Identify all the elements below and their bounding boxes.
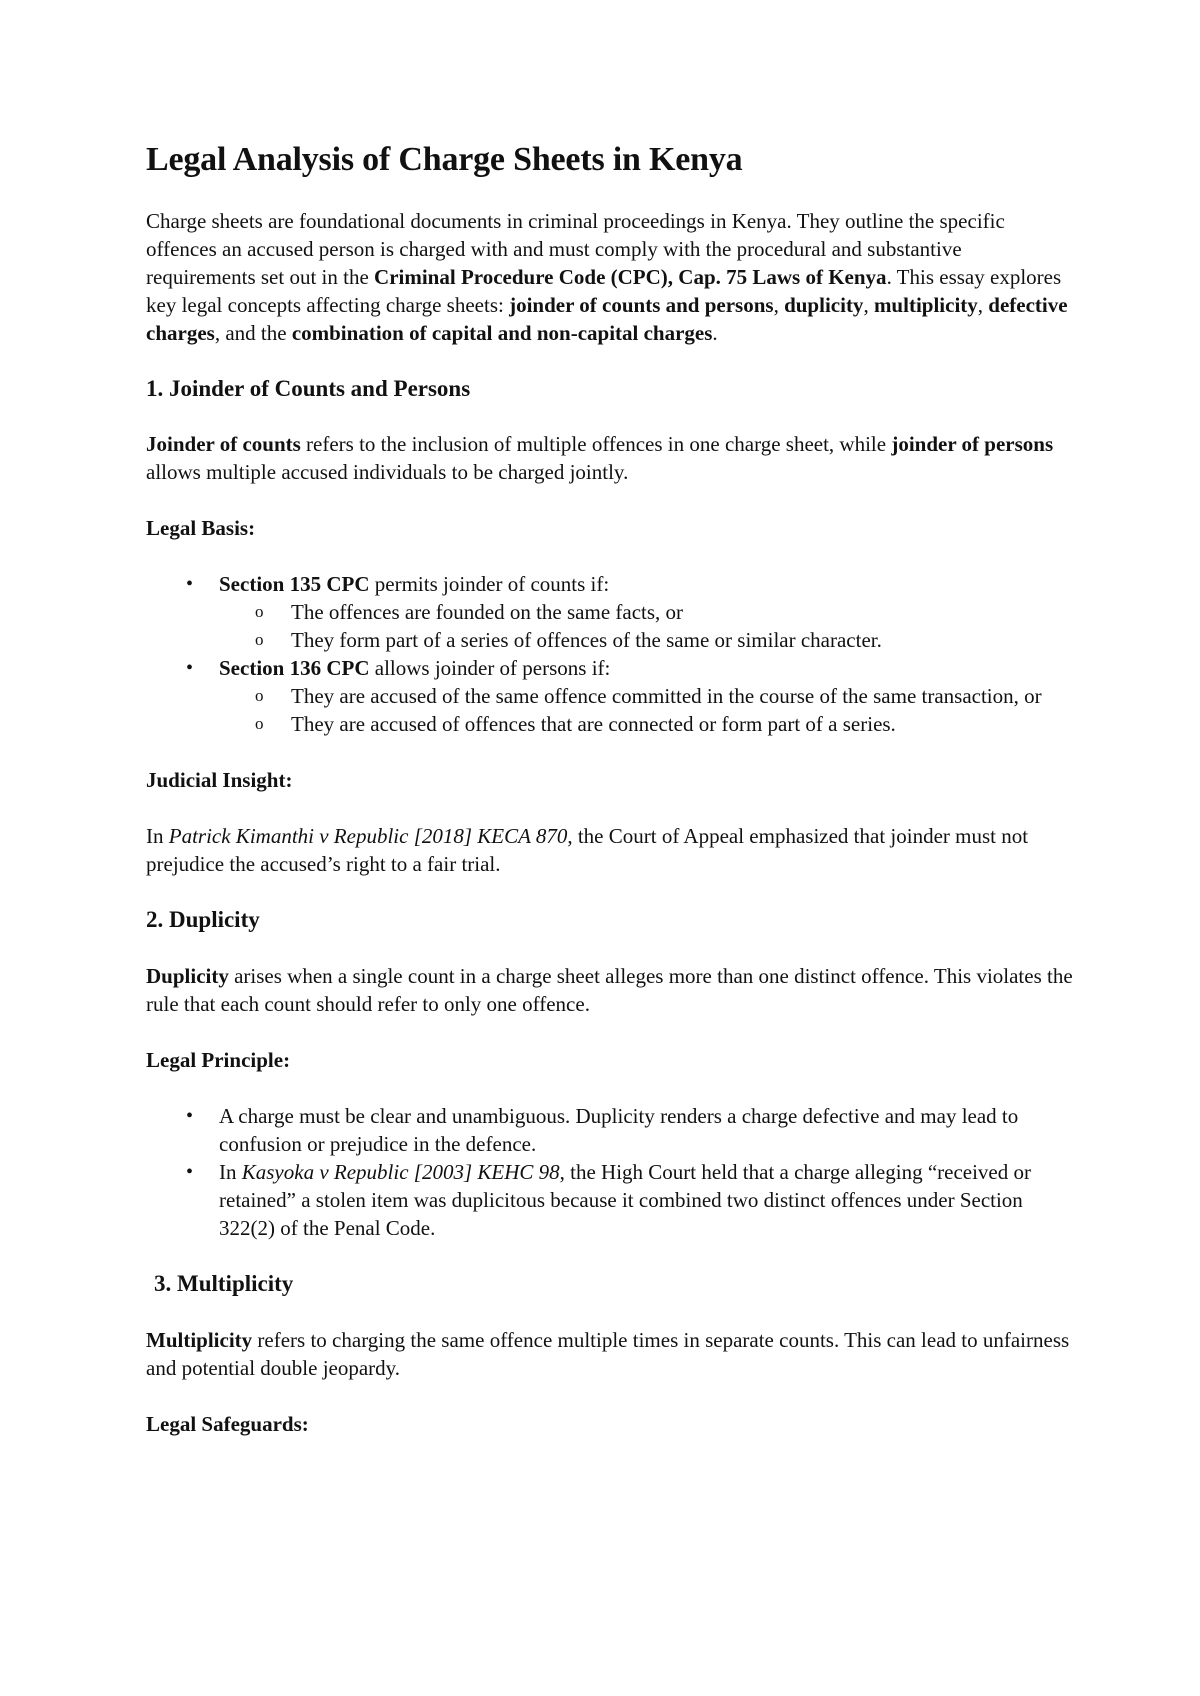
case-citation: Patrick Kimanthi v Republic [2018] KECA 870 — [168, 824, 568, 849]
document-title: Legal Analysis of Charge Sheets in Kenya — [146, 141, 743, 178]
section-3-heading: 3. Multiplicity — [154, 1270, 294, 1296]
intro-text-2: . This essay explores key legal concepts affecting charge sheets: — [146, 264, 1062, 317]
joinder-persons-term: joinder of persons — [891, 432, 1054, 457]
sub-list — [219, 682, 1076, 738]
sub-list-item — [219, 626, 1076, 654]
section-136-text: allows joinder of persons if: — [369, 656, 611, 681]
bullet-icon: • — [186, 1104, 194, 1127]
list-item — [146, 570, 1076, 654]
section-1-heading: 1. Joinder of Counts and Persons — [146, 375, 471, 401]
legal-principle-list — [146, 1102, 1076, 1242]
sub-list-item — [219, 682, 1076, 710]
s1-text-2: allows multiple accused individuals to be charged jointly. — [146, 460, 629, 485]
intro-text-4: , — [863, 292, 874, 317]
s3-text-1: refers to charging the same offence multiple times in separate counts. This can lead to unfairness and potential double jeopardy. — [146, 1327, 1070, 1380]
intro-bold-defective: defective charges — [146, 292, 1068, 345]
multiplicity-term: Multiplicity — [146, 1327, 253, 1352]
legal-principle-label: Legal Principle: — [146, 1047, 291, 1072]
section-1-paragraph — [146, 430, 1076, 486]
intro-text-1: Charge sheets are foundational documents in criminal proceedings in Kenya. They outline the specific offences an accused person is charged with and must comply with the procedural and substantive requirements set out in the — [146, 208, 1005, 289]
sub-item-text: They form part of a series of offences of the same or similar character. — [291, 628, 882, 653]
sub-item-text: They are accused of the same offence committed in the course of the same transaction, or — [291, 684, 1042, 709]
list-item-text: In — [219, 1159, 242, 1184]
s1-text-1: refers to the inclusion of multiple offences in one charge sheet, while — [300, 432, 892, 457]
section-135-text: permits joinder of counts if: — [369, 572, 610, 597]
intro-text-5: , — [977, 292, 989, 317]
intro-paragraph — [146, 207, 1076, 347]
intro-text-3: , — [773, 292, 785, 317]
legal-basis-label: Legal Basis: — [146, 516, 256, 541]
sub-item-text: They are accused of offences that are connected or form part of a series. — [291, 712, 896, 737]
intro-bold-duplicity: duplicity — [784, 292, 864, 317]
section-2-heading: 2. Duplicity — [146, 907, 260, 933]
list-item — [146, 1158, 1076, 1242]
s2-text-1: arises when a single count in a charge sheet alleges more than one distinct offence. This violates the rule that each count should refer to only one offence. — [146, 963, 1073, 1016]
ji-text-1: In — [146, 824, 169, 849]
intro-bold-joinder: joinder of counts and persons — [509, 292, 774, 317]
document-page — [146, 140, 1076, 1466]
intro-text-6: , and the — [214, 320, 292, 345]
circle-bullet-icon: o — [255, 602, 264, 622]
section-3-paragraph — [146, 1326, 1076, 1382]
duplicity-term: Duplicity — [146, 963, 229, 988]
circle-bullet-icon: o — [255, 686, 264, 706]
intro-bold-combination: combination of capital and non-capital charges — [291, 320, 713, 345]
intro-bold-cpc: Criminal Procedure Code (CPC), Cap. 75 Laws of Kenya — [374, 264, 887, 289]
circle-bullet-icon: o — [255, 714, 264, 734]
judicial-insight-label: Judicial Insight: — [146, 768, 293, 793]
list-item — [146, 654, 1076, 738]
list-item — [146, 1102, 1076, 1158]
sub-item-text: The offences are founded on the same facts, or — [291, 600, 684, 625]
section-136-term: Section 136 CPC — [219, 656, 370, 681]
legal-basis-list — [146, 570, 1076, 738]
intro-bold-multiplicity: multiplicity — [873, 292, 978, 317]
bullet-icon: • — [186, 1160, 194, 1183]
section-2-paragraph — [146, 962, 1076, 1018]
ji-text-2: , the Court of Appeal emphasized that joinder must not prejudice the accused’s right to a fair trial. — [146, 824, 1029, 877]
list-item-text: , the High Court held that a charge alleging “received or retained” a stolen item was duplicitous because it combined two distinct offences under Section 322(2) of the Penal Code. — [219, 1159, 1031, 1240]
judicial-insight-paragraph — [146, 822, 1076, 878]
sub-list-item — [219, 598, 1076, 626]
list-item-text: A charge must be clear and unambiguous. Duplicity renders a charge defective and may lead to confusion or prejudice in the defence. — [219, 1103, 1019, 1156]
section-135-term: Section 135 CPC — [219, 572, 370, 597]
bullet-icon: • — [186, 657, 194, 680]
case-citation: Kasyoka v Republic [2003] KEHC 98 — [241, 1159, 560, 1184]
sub-list-item — [219, 710, 1076, 738]
circle-bullet-icon: o — [255, 630, 264, 650]
sub-list — [219, 598, 1076, 654]
bullet-icon: • — [186, 573, 194, 596]
intro-text-7: . — [712, 320, 718, 345]
legal-safeguards-label: Legal Safeguards: — [146, 1411, 309, 1436]
joinder-counts-term: Joinder of counts — [146, 432, 301, 457]
